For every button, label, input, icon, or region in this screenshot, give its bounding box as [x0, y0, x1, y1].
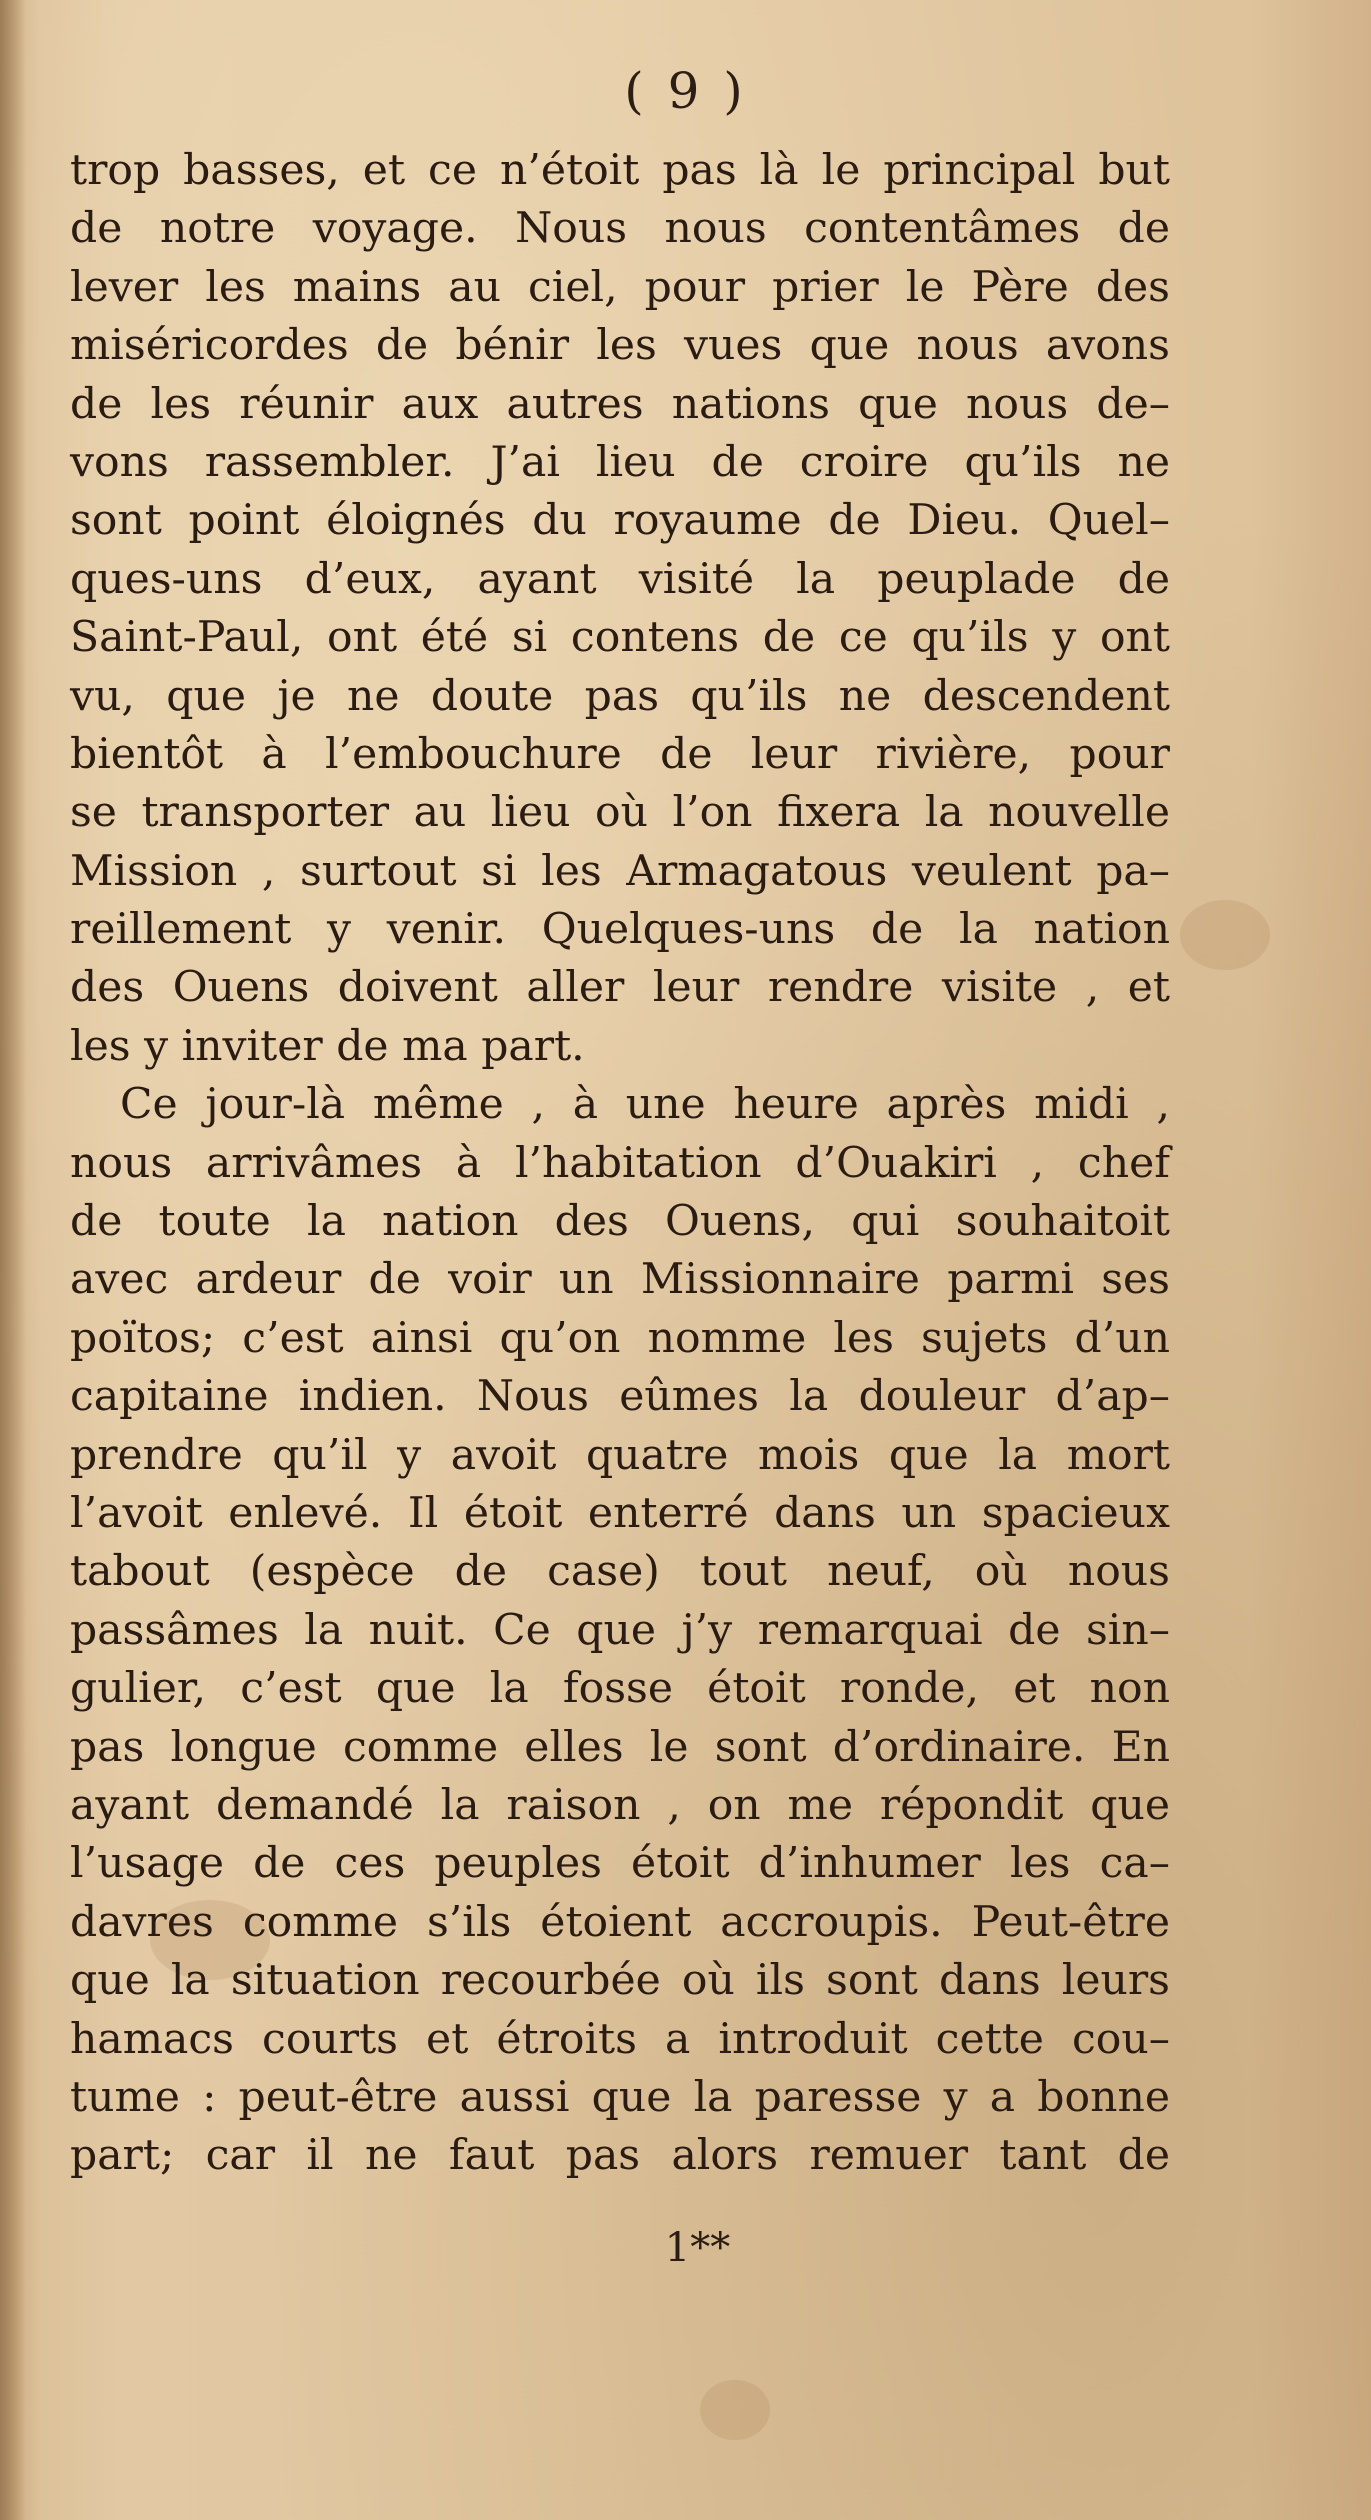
text-line: trop basses, et ce n’étoit pas là le principal but [70, 146, 1170, 195]
text-line: l’avoit enlevé. Il étoit enterré dans un spacieux [70, 1488, 1170, 1538]
text-line: davres comme s’ils étoient accroupis. Peut-être [70, 1897, 1170, 1947]
text-line: part; car il ne faut pas alors remuer tant de [70, 2131, 1170, 2181]
text-line: ayant demandé la raison , on me répondit que [70, 1780, 1170, 1830]
text-line: poïtos; c’est ainsi qu’on nomme les sujets d’un [70, 1313, 1170, 1363]
text-line: capitaine indien. Nous eûmes la douleur d’ap– [70, 1372, 1170, 1422]
body-text [70, 142, 1170, 2186]
text-line: Saint-Paul, ont été si contens de ce qu’ils y ont [70, 613, 1170, 663]
text-line: avec ardeur de voir un Missionnaire parmi ses [70, 1255, 1170, 1305]
text-line: prendre qu’il y avoit quatre mois que la mort [70, 1430, 1170, 1480]
binding-gutter-shadow [0, 0, 26, 2520]
paragraph-end-line: les y inviter de ma part. [70, 1021, 585, 1071]
text-line: Mission , surtout si les Armagatous veulent pa– [70, 846, 1170, 896]
text-line: de notre voyage. Nous nous contentâmes de [70, 204, 1170, 254]
text-line: vons rassembler. J’ai lieu de croire qu’ils ne [70, 437, 1170, 487]
paragraph-start-line: Ce jour-là même , à une heure après midi , [120, 1080, 1170, 1130]
signature-mark: 1** [664, 2225, 731, 2271]
text-line: se transporter au lieu où l’on fixera la nouvelle [70, 788, 1170, 838]
text-line: reillement y venir. Quelques-uns de la nation [70, 905, 1170, 955]
text-line: miséricordes de bénir les vues que nous avons [70, 321, 1170, 371]
foxing-stain [1180, 900, 1270, 970]
text-line: gulier, c’est que la fosse étoit ronde, et non [70, 1664, 1170, 1714]
text-line: hamacs courts et étroits a introduit cette cou– [70, 2014, 1170, 2064]
text-line: l’usage de ces peuples étoit d’inhumer les ca– [70, 1839, 1170, 1889]
text-line: tume : peut-être aussi que la paresse y a bonne [70, 2072, 1170, 2122]
text-line: de les réunir aux autres nations que nous de– [70, 379, 1170, 429]
text-line: sont point éloignés du royaume de Dieu. Quel– [70, 496, 1170, 546]
text-line: tabout (espèce de case) tout neuf, où nous [70, 1547, 1170, 1597]
text-line: nous arrivâmes à l’habitation d’Ouakiri , chef [70, 1138, 1170, 1188]
text-line: de toute la nation des Ouens, qui souhaitoit [70, 1197, 1170, 1247]
text-line: des Ouens doivent aller leur rendre visite , et [70, 963, 1170, 1013]
text-line: passâmes la nuit. Ce que j’y remarquai de sin– [70, 1605, 1170, 1655]
text-line: que la situation recourbée où ils sont dans leurs [70, 1956, 1170, 2006]
foxing-stain [700, 2380, 770, 2440]
text-line: lever les mains au ciel, pour prier le Père des [70, 262, 1170, 312]
text-line: vu, que je ne doute pas qu’ils ne descendent [70, 671, 1170, 721]
text-line: bientôt à l’embouchure de leur rivière, pour [70, 729, 1170, 779]
text-line: pas longue comme elles le sont d’ordinaire. En [70, 1722, 1170, 1772]
text-line: ques-uns d’eux, ayant visité la peuplade de [70, 554, 1170, 604]
page-number: ( 9 ) [624, 62, 747, 120]
